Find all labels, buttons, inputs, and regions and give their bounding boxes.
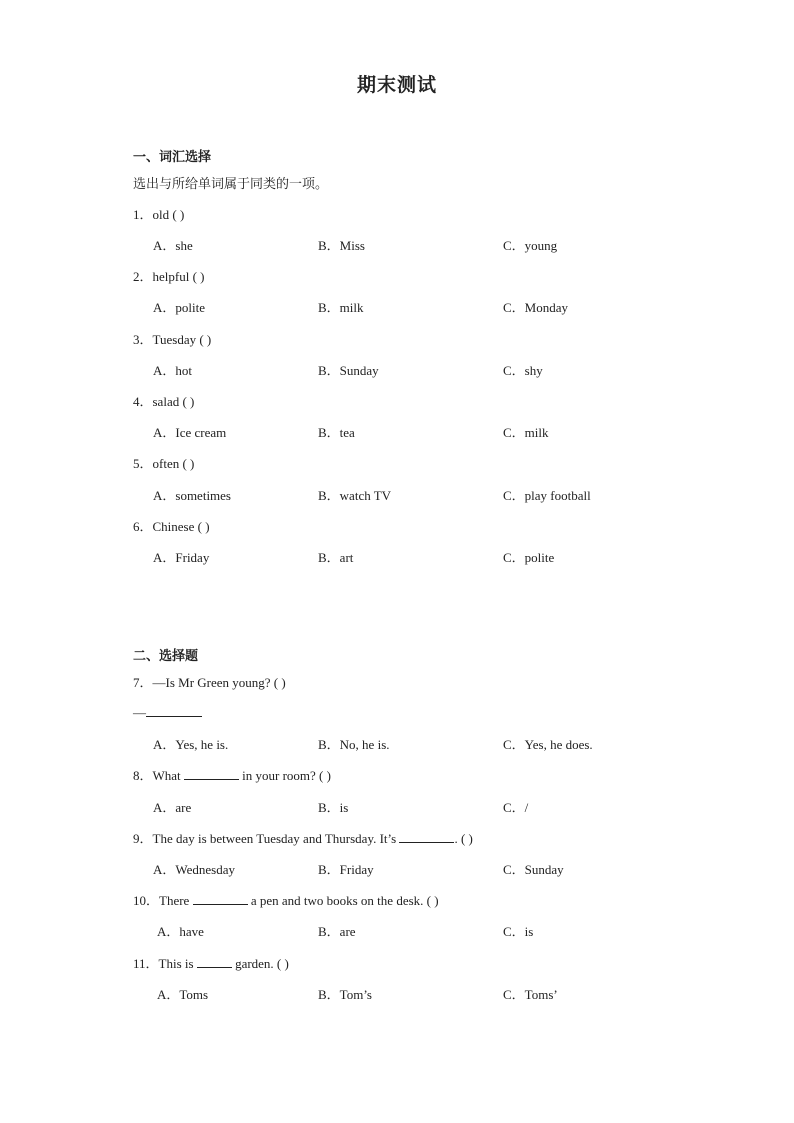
q10-stem-after: a pen and two books on the desk. ( ) — [247, 893, 439, 908]
question-10 — [133, 890, 439, 909]
q9-blank — [399, 830, 454, 843]
q3-option-a: A．hot — [153, 363, 193, 378]
q9-option-a: A．Wednesday — [153, 862, 235, 877]
section1-heading: 一、词汇选择 — [133, 150, 212, 165]
q2-option-a: A．polite — [153, 300, 205, 315]
q7-reply-blank — [146, 704, 202, 717]
question-3: 3．Tuesday ( ) — [133, 332, 212, 347]
section1-instruction: 选出与所给单词属于同类的一项。 — [133, 177, 329, 192]
q6-option-c: C．polite — [503, 550, 555, 565]
q10-stem-before: 10．There — [133, 893, 193, 908]
question-9 — [133, 828, 473, 847]
q1-option-b: B．Miss — [318, 238, 365, 253]
q2-option-b: B．milk — [318, 300, 364, 315]
q11-option-c: C．Toms’ — [503, 987, 558, 1002]
q11-stem-after: garden. ( ) — [231, 956, 289, 971]
question-1: 1．old ( ) — [133, 207, 185, 222]
q9-stem-after: . ( ) — [454, 831, 473, 846]
q8-stem-before: 8．What — [133, 768, 184, 783]
question-4: 4．salad ( ) — [133, 394, 195, 409]
q8-stem-after: in your room? ( ) — [238, 768, 331, 783]
q1-option-a: A．she — [153, 238, 193, 253]
question-6: 6．Chinese ( ) — [133, 519, 210, 534]
q8-blank — [184, 767, 239, 780]
q10-blank — [193, 892, 248, 905]
q9-option-b: B．Friday — [318, 862, 374, 877]
q5-option-c: C．play football — [503, 488, 591, 503]
q3-option-c: C．shy — [503, 363, 543, 378]
q7-option-c: C．Yes, he does. — [503, 737, 593, 752]
q8-option-b: B．is — [318, 800, 349, 815]
q4-option-a: A．Ice cream — [153, 425, 227, 440]
q10-option-b: B．are — [318, 924, 356, 939]
q8-option-a: A．are — [153, 800, 192, 815]
question-2: 2．helpful ( ) — [133, 269, 205, 284]
q4-option-b: B．tea — [318, 425, 355, 440]
q10-option-c: C．is — [503, 924, 534, 939]
q9-stem-before: 9．The day is between Tuesday and Thursday. It’s — [133, 831, 400, 846]
q11-stem-before: 11．This is — [133, 956, 197, 971]
q11-option-a: A．Toms — [157, 987, 209, 1002]
q11-blank — [197, 955, 232, 968]
question-7: 7．—Is Mr Green young? ( ) — [133, 675, 286, 690]
q10-option-a: A．have — [157, 924, 204, 939]
q8-option-c: C．/ — [503, 800, 529, 815]
q4-option-c: C．milk — [503, 425, 549, 440]
q3-option-b: B．Sunday — [318, 363, 379, 378]
section2-heading: 二、选择题 — [133, 649, 199, 664]
question-11 — [133, 953, 289, 972]
q6-option-b: B．art — [318, 550, 354, 565]
q7-reply-dash: — — [133, 705, 146, 720]
question-5: 5．often ( ) — [133, 456, 195, 471]
q7-option-a: A．Yes, he is. — [153, 737, 229, 752]
q9-option-c: C．Sunday — [503, 862, 564, 877]
page-title: 期末测试 — [356, 74, 437, 96]
q1-option-c: C．young — [503, 238, 558, 253]
q2-option-c: C．Monday — [503, 300, 569, 315]
q6-option-a: A．Friday — [153, 550, 210, 565]
q5-option-b: B．watch TV — [318, 488, 392, 503]
q7-option-b: B．No, he is. — [318, 737, 390, 752]
q7-reply-line — [133, 704, 202, 721]
q11-option-b: B．Tom’s — [318, 987, 372, 1002]
question-8 — [133, 765, 331, 784]
q5-option-a: A．sometimes — [153, 488, 231, 503]
